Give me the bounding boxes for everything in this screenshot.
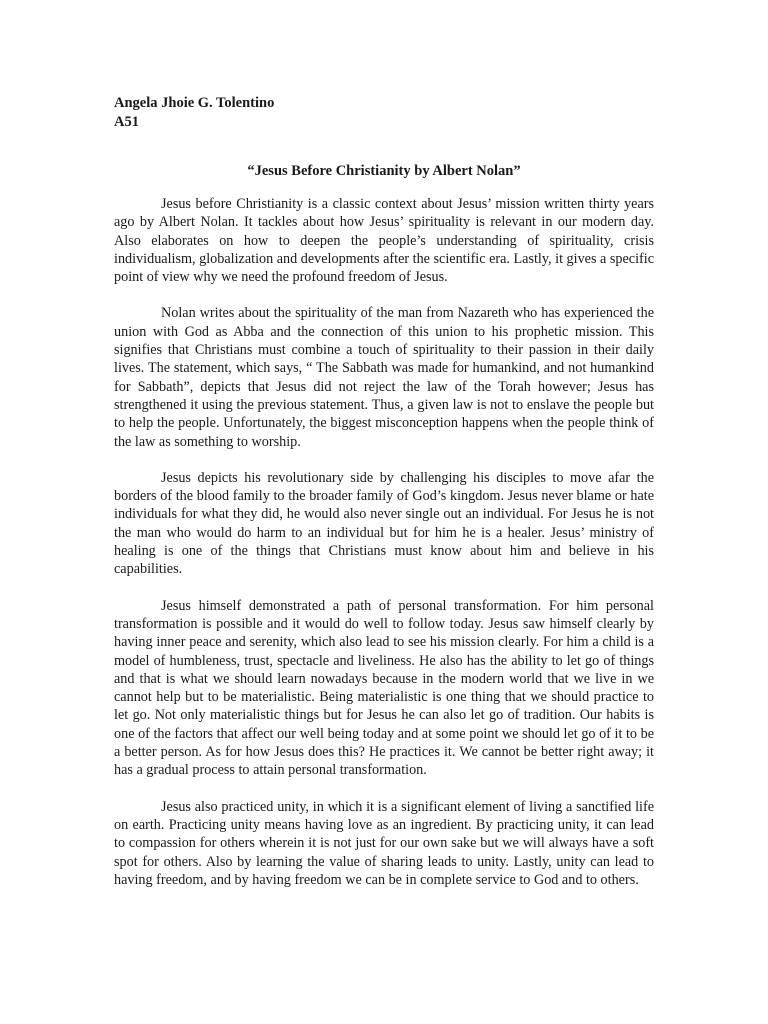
section-code: A51 [114, 114, 139, 130]
essay-title: “Jesus Before Christianity by Albert Nolan” [247, 163, 521, 179]
author-name: Angela Jhoie G. Tolentino [114, 95, 275, 111]
paragraph-4: Jesus himself demonstrated a path of personal transformation. For him personal transformation is possible and it would do well to follow today. Jesus saw himself clearly by having inner peace and serenity, which also lead to see his mission clearly. For him a child is a model of humbleness, trust, spectacle and liveliness. He also has the ability to let go of things and that is what we should learn nowadays because in the modern world that we live in we cannot help but to be materialistic. Being materialistic is one thing that we should practice to let go. Not only materialistic things but for Jesus he can also let go of tradition. Our habits is one of the factors that affect our well being today and at some point we should let go of it to be a better person. As for how Jesus does this? He practices it. We cannot be better right away; it has a gradual process to attain personal transformation. [114, 597, 654, 779]
paragraph-3: Jesus depicts his revolutionary side by challenging his disciples to move afar the borders of the blood family to the broader family of God’s kingdom. Jesus never blame or hate individuals for what they did, he would also never single out an individual. For Jesus he is not the man who would do harm to an individual but for him he is a healer. Jesus’ ministry of healing is one of the things that Christians must know about him and believe in his capabilities. [114, 469, 654, 578]
paragraph-5: Jesus also practiced unity, in which it is a significant element of living a sanctified life on earth. Practicing unity means having love as an ingredient. By practicing unity, it can lead to compassion for others wherein it is not just for our own sake but we will always have a soft spot for others. Also by learning the value of sharing leads to unity. Lastly, unity can lead to having freedom, and by having freedom we can be in complete service to God and to others. [114, 798, 654, 888]
paragraph-2: Nolan writes about the spirituality of the man from Nazareth who has experienced the union with God as Abba and the connection of this union to his prophetic mission. This signifies that Christians must combine a touch of spirituality to their passion in their daily lives. The statement, which says, “ The Sabbath was made for humankind, and not humankind for Sabbath”, depicts that Jesus did not reject the law of the Torah however; Jesus has strengthened it using the previous statement. Thus, a given law is not to enslave the people but to help the people. Unfortunately, the biggest misconception happens when the people think of the law as something to worship. [114, 305, 654, 450]
paragraph-1: Jesus before Christianity is a classic context about Jesus’ mission written thirty years ago by Albert Nolan. It tackles about how Jesus’ spirituality is relevant in our modern day. Also elaborates on how to deepen the people’s understanding of spirituality, crisis individualism, globalization and developments after the scientific era. Lastly, it gives a specific point of view why we need the profound freedom of Jesus. [114, 196, 655, 286]
